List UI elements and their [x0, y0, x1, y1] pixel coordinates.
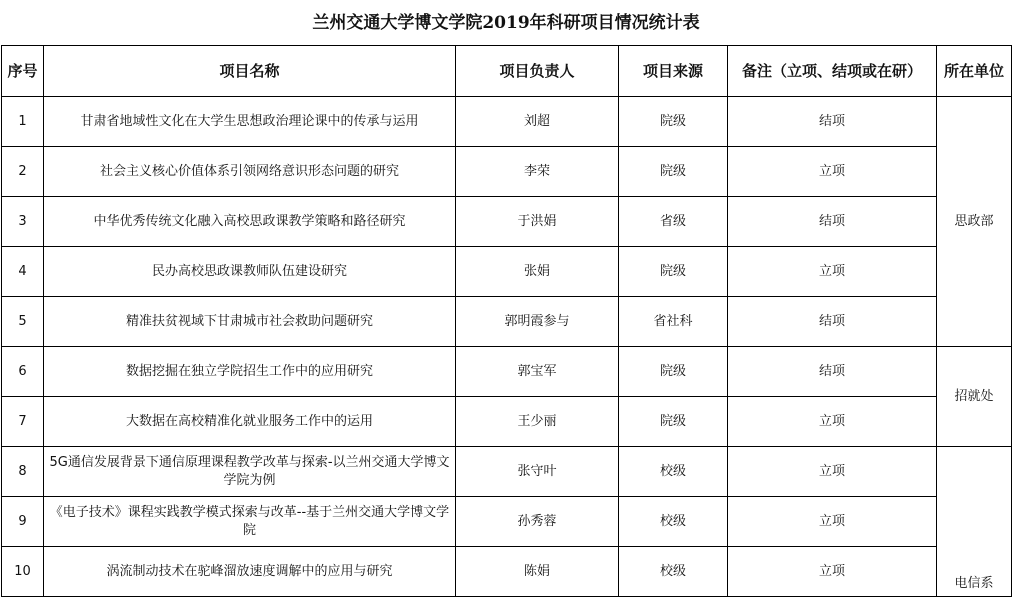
row-leader: 王少丽 [456, 397, 619, 447]
row-project-name: 《电子技术》课程实践教学模式探索与改革--基于兰州交通大学博文学院 [44, 497, 456, 547]
row-leader: 郭明霞参与 [456, 297, 619, 347]
header-unit: 所在单位 [937, 46, 1012, 97]
row-project-name: 精准扶贫视域下甘肃城市社会救助问题研究 [44, 297, 456, 347]
row-no: 8 [2, 447, 44, 497]
row-remark: 结项 [728, 197, 937, 247]
header-name: 项目名称 [44, 46, 456, 97]
row-leader: 刘超 [456, 97, 619, 147]
row-source: 校级 [619, 497, 728, 547]
table-row [2, 497, 1012, 547]
row-project-name: 社会主义核心价值体系引领网络意识形态问题的研究 [44, 147, 456, 197]
header-no: 序号 [2, 46, 44, 97]
row-source: 校级 [619, 447, 728, 497]
row-remark: 结项 [728, 297, 937, 347]
row-source: 院级 [619, 347, 728, 397]
table-row [2, 447, 1012, 497]
row-source: 省社科 [619, 297, 728, 347]
header-source: 项目来源 [619, 46, 728, 97]
row-source: 校级 [619, 547, 728, 597]
row-no: 9 [2, 497, 44, 547]
table-row [2, 247, 1012, 297]
unit-cell: 招就处 [937, 347, 1012, 447]
table-row [2, 397, 1012, 447]
header-remark: 备注（立项、结项或在研） [728, 46, 937, 97]
unit-cell [937, 447, 1012, 597]
row-source: 院级 [619, 147, 728, 197]
row-no: 7 [2, 397, 44, 447]
table-row [2, 547, 1012, 597]
row-leader: 郭宝军 [456, 347, 619, 397]
table-row [2, 147, 1012, 197]
row-leader: 张娟 [456, 247, 619, 297]
row-no: 4 [2, 247, 44, 297]
row-no: 6 [2, 347, 44, 397]
row-remark: 立项 [728, 147, 937, 197]
row-source: 省级 [619, 197, 728, 247]
row-project-name: 大数据在高校精准化就业服务工作中的运用 [44, 397, 456, 447]
header-row [2, 46, 1012, 97]
row-remark: 立项 [728, 447, 937, 497]
unit-cell: 思政部 [937, 97, 1012, 347]
row-no: 5 [2, 297, 44, 347]
row-remark: 立项 [728, 547, 937, 597]
table-row [2, 97, 1012, 147]
unit-label: 电信系 [954, 576, 994, 591]
table-row [2, 347, 1012, 397]
table-row [2, 297, 1012, 347]
row-source: 院级 [619, 247, 728, 297]
row-remark: 立项 [728, 397, 937, 447]
row-no: 10 [2, 547, 44, 597]
row-source: 院级 [619, 397, 728, 447]
row-project-name: 5G通信发展背景下通信原理课程教学改革与探索-以兰州交通大学博文学院为例 [44, 447, 456, 497]
row-remark: 立项 [728, 247, 937, 297]
row-remark: 结项 [728, 347, 937, 397]
row-leader: 于洪娟 [456, 197, 619, 247]
row-project-name: 中华优秀传统文化融入高校思政课教学策略和路径研究 [44, 197, 456, 247]
row-no: 2 [2, 147, 44, 197]
header-leader: 项目负责人 [456, 46, 619, 97]
row-leader: 张守叶 [456, 447, 619, 497]
row-no: 1 [2, 97, 44, 147]
row-source: 院级 [619, 97, 728, 147]
row-remark: 立项 [728, 497, 937, 547]
row-leader: 陈娟 [456, 547, 619, 597]
row-project-name: 涡流制动技术在驼峰溜放速度调解中的应用与研究 [44, 547, 456, 597]
row-remark: 结项 [728, 97, 937, 147]
row-project-name: 民办高校思政课教师队伍建设研究 [44, 247, 456, 297]
row-leader: 李荣 [456, 147, 619, 197]
row-project-name: 数据挖掘在独立学院招生工作中的应用研究 [44, 347, 456, 397]
table-row [2, 197, 1012, 247]
row-no: 3 [2, 197, 44, 247]
project-table [1, 45, 1012, 597]
row-leader: 孙秀蓉 [456, 497, 619, 547]
document-title: 兰州交通大学博文学院2019年科研项目情况统计表 [312, 13, 700, 33]
row-project-name: 甘肃省地域性文化在大学生思想政治理论课中的传承与运用 [44, 97, 456, 147]
